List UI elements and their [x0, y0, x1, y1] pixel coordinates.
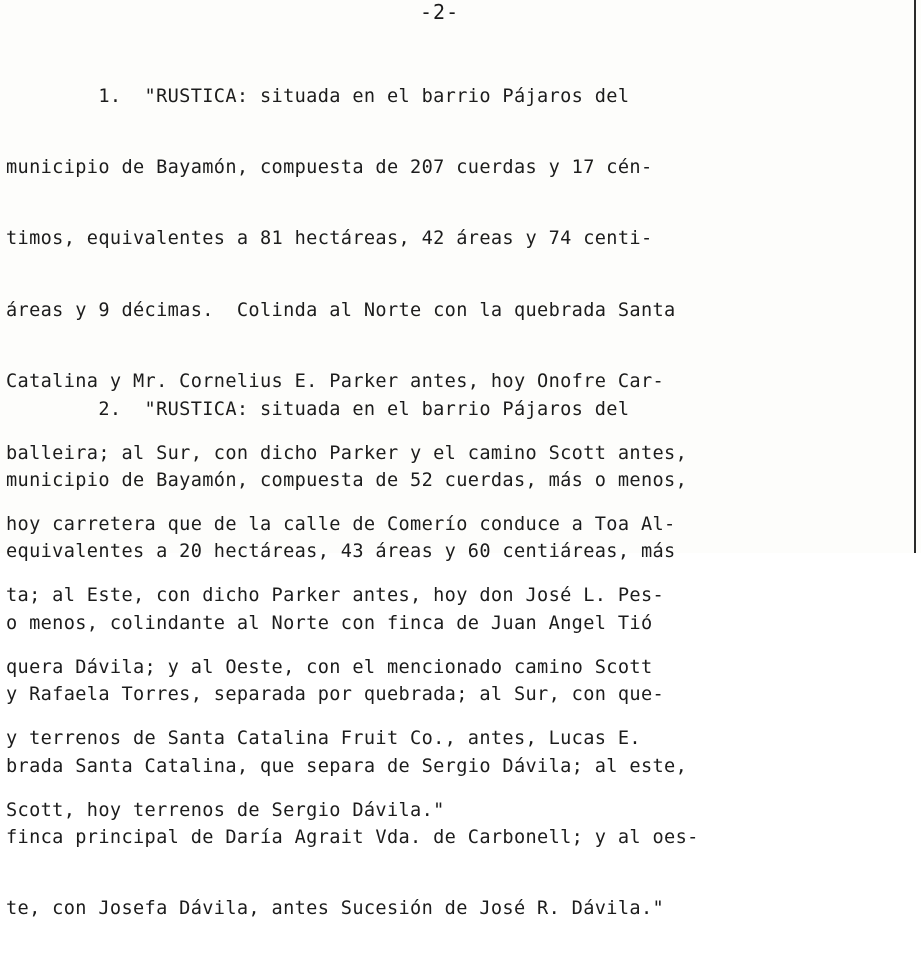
text-line: ta; al Este, con dicho Parker antes, hoy don José L. Pes- — [6, 585, 665, 607]
text-line: Catalina y Mr. Cornelius E. Parker antes, hoy Onofre Car- — [6, 371, 665, 393]
text-line: te, con Josefa Dávila, antes Sucesión de José R. Dávila." — [6, 898, 665, 920]
text-line: timos, equivalentes a 81 hectáreas, 42 áreas y 74 centi- — [6, 228, 653, 250]
text-line: y Rafaela Torres, separada por quebrada; al Sur, con que- — [6, 684, 665, 706]
text-line: equivalentes a 20 hectáreas, 43 áreas y 60 centiáreas, más — [6, 541, 676, 563]
text-line: quera Dávila; y al Oeste, con el mencionado camino Scott — [6, 656, 653, 678]
text-line: brada Santa Catalina, que separa de Sergio Dávila; al este, — [6, 755, 688, 777]
page-edge-rule — [914, 0, 916, 553]
text-line: áreas y 9 décimas. Colinda al Norte con la quebrada Santa — [6, 299, 676, 321]
page-number: -2- — [420, 0, 460, 24]
text-line: y terrenos de Santa Catalina Fruit Co., antes, Lucas E. — [6, 728, 641, 750]
text-line: 1. "RUSTICA: situada en el barrio Pájaros del — [6, 85, 630, 107]
text-line: municipio de Bayamón, compuesta de 207 cuerdas y 17 cén- — [6, 156, 653, 178]
text-line: finca principal de Daría Agrait Vda. de Carbonell; y al oes- — [6, 826, 699, 848]
text-line: o menos, colindante al Norte con finca de Juan Angel Tió — [6, 612, 653, 634]
text-line: municipio de Bayamón, compuesta de 52 cuerdas, más o menos, — [6, 469, 688, 491]
paragraph-2 — [6, 350, 912, 969]
text-line: Scott, hoy terrenos de Sergio Dávila." — [6, 799, 445, 821]
text-line: hoy carretera que de la calle de Comerío conduce a Toa Al- — [6, 513, 676, 535]
text-line: 2. "RUSTICA: situada en el barrio Pájaros del — [6, 398, 630, 420]
text-line: balleira; al Sur, con dicho Parker y el camino Scott antes, — [6, 442, 688, 464]
